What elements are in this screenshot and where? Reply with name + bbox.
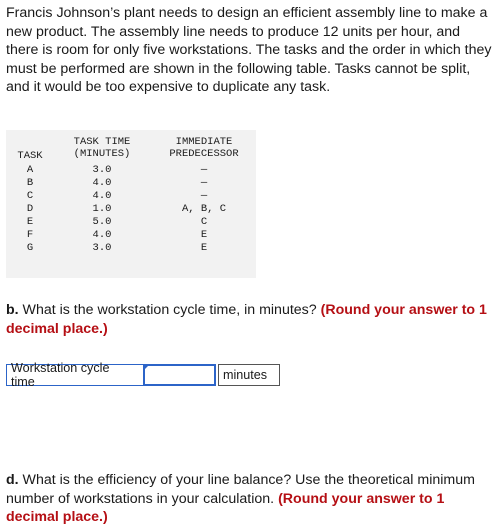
task-cell: G — [26, 242, 34, 254]
task-cell: F — [26, 229, 34, 241]
task-cell: D — [26, 203, 34, 215]
table-row — [6, 229, 256, 241]
header-task-time — [62, 136, 142, 160]
header-predecessor-line2: PREDECESSOR — [169, 148, 239, 160]
predecessor-cell: — — [200, 177, 208, 189]
question-b-emphasis: (Round your answer to 1 decimal place.) — [6, 302, 487, 337]
predecessor-cell: — — [200, 190, 208, 202]
cycle-time-input[interactable] — [144, 364, 216, 386]
question-d — [6, 471, 496, 527]
header-predecessor-line1: IMMEDIATE — [175, 136, 233, 148]
task-cell: E — [26, 216, 34, 228]
table-row — [6, 203, 256, 215]
predecessor-cell: C — [200, 216, 208, 228]
cycle-time-label: Workstation cycle time — [6, 364, 144, 386]
task-cell: A — [26, 164, 34, 176]
question-b-lead: b. — [6, 302, 19, 318]
table-row — [6, 216, 256, 228]
task-table — [6, 130, 256, 278]
header-task-time-line2: (MINUTES) — [73, 148, 131, 160]
table-row — [6, 164, 256, 176]
table-row — [6, 242, 256, 254]
table-row — [6, 177, 256, 189]
cycle-time-answer-row — [6, 361, 280, 389]
task-cell: C — [26, 190, 34, 202]
cycle-time-unit: minutes — [218, 364, 280, 386]
predecessor-cell: A, B, C — [181, 203, 227, 215]
predecessor-cell: E — [200, 242, 208, 254]
time-cell: 1.0 — [92, 203, 112, 215]
header-predecessor — [154, 136, 254, 160]
time-cell: 3.0 — [92, 242, 112, 254]
header-task: TASK — [17, 150, 43, 162]
question-d-lead: d. — [6, 472, 19, 488]
time-cell: 4.0 — [92, 229, 112, 241]
header-task-time-line1: TASK TIME — [73, 136, 131, 148]
question-b-text: What is the workstation cycle time, in minutes? — [18, 302, 321, 318]
problem-intro: Francis Johnson’s plant needs to design an efficient assembly line to make a new product. The assembly line needs to produce 12 units per hour, and there is room for only five workstations. The tasks and the order in which they must be performed are shown in the following table. Tasks cannot be split, and it would be too expensive to duplicate any task. — [6, 5, 492, 96]
question-b — [6, 301, 496, 338]
cycle-time-input-wrap — [144, 364, 216, 386]
question-d-text: What is the efficiency of your line balance? Use the theoretical minimum number of workstations in your calculation. — [6, 472, 475, 507]
predecessor-cell: E — [200, 229, 208, 241]
predecessor-cell: — — [200, 164, 208, 176]
table-row — [6, 190, 256, 202]
time-cell: 3.0 — [92, 164, 112, 176]
time-cell: 5.0 — [92, 216, 112, 228]
time-cell: 4.0 — [92, 177, 112, 189]
task-cell: B — [26, 177, 34, 189]
question-d-emphasis: (Round your answer to 1 decimal place.) — [6, 490, 445, 526]
time-cell: 4.0 — [92, 190, 112, 202]
